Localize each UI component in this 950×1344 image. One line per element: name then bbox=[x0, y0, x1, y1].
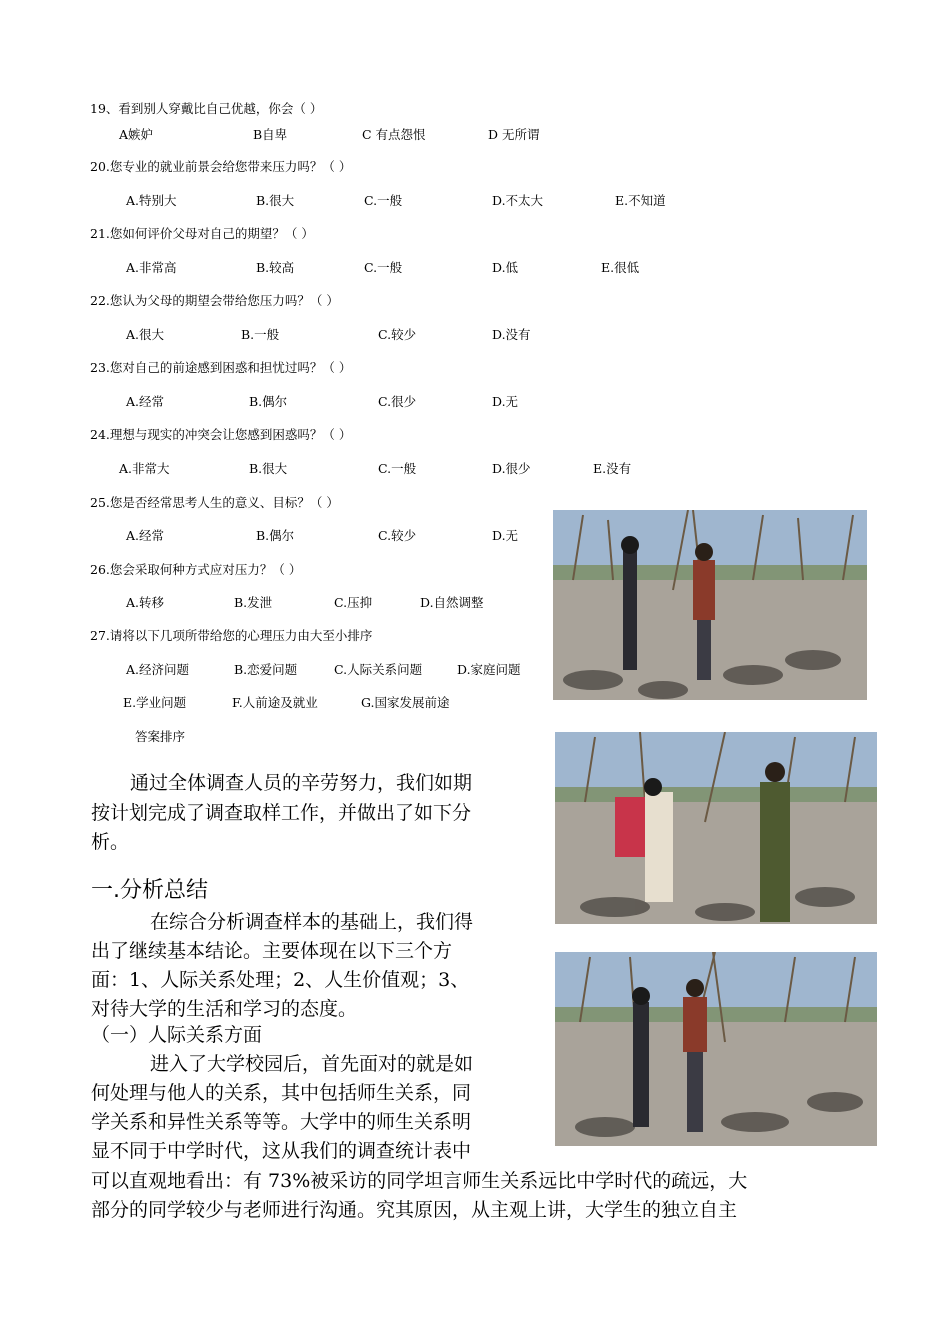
option: C 有点怨恨 bbox=[362, 127, 426, 142]
option: F.人前途及就业 bbox=[232, 695, 318, 710]
relation-line: 进入了大学校园后，首先面对的就是如 bbox=[150, 1053, 474, 1075]
intro-line: 通过全体调查人员的辛劳努力，我们如期 bbox=[130, 772, 473, 794]
summary-line: 对待大学的生活和学习的态度。 bbox=[91, 998, 358, 1020]
option: A.经常 bbox=[126, 394, 165, 409]
option: D.很少 bbox=[492, 461, 531, 476]
option: D.低 bbox=[492, 260, 519, 275]
intro-line: 按计划完成了调查取样工作，并做出了如下分 bbox=[91, 802, 472, 824]
question-25: 25.您是否经常思考人生的意义、目标？（ ） bbox=[90, 495, 339, 510]
relation-line: 何处理与他人的关系，其中包括师生关系，同 bbox=[91, 1082, 472, 1104]
relation-line: 学关系和异性关系等等。大学中的师生关系明 bbox=[91, 1111, 472, 1133]
relation-line: 显不同于中学时代，这从我们的调查统计表中 bbox=[91, 1140, 472, 1162]
option: B.偶尔 bbox=[249, 394, 288, 409]
option: D.无 bbox=[492, 394, 519, 409]
option: B.恋爱问题 bbox=[234, 662, 298, 677]
summary-line: 在综合分析调查样本的基础上，我们得 bbox=[150, 911, 474, 933]
survey-photo-1 bbox=[553, 510, 867, 700]
question-21: 21.您如何评价父母对自己的期望？（ ） bbox=[90, 226, 314, 241]
option: B.很大 bbox=[256, 193, 295, 208]
option: A嫉妒 bbox=[119, 127, 154, 142]
question-19: 19、看到别人穿戴比自己优越，你会（ ） bbox=[90, 101, 323, 116]
option: A.特别大 bbox=[126, 193, 177, 208]
option: B.较高 bbox=[256, 260, 295, 275]
option: B自卑 bbox=[253, 127, 288, 142]
option: E.不知道 bbox=[615, 193, 666, 208]
option: C.一般 bbox=[378, 461, 417, 476]
question-22: 22.您认为父母的期望会带给您压力吗？（ ） bbox=[90, 293, 339, 308]
summary-line: 出了继续基本结论。主要体现在以下三个方 bbox=[91, 940, 453, 962]
option: A.非常高 bbox=[126, 260, 177, 275]
survey-photo-2 bbox=[555, 732, 877, 924]
question-20: 20.您专业的就业前景会给您带来压力吗？（ ） bbox=[90, 159, 352, 174]
option: D 无所谓 bbox=[488, 127, 540, 142]
option: C.较少 bbox=[378, 327, 417, 342]
question-24: 24.理想与现实的冲突会让您感到困惑吗？（ ） bbox=[90, 427, 352, 442]
option: B.发泄 bbox=[234, 595, 273, 610]
option: B.一般 bbox=[241, 327, 280, 342]
option: D.没有 bbox=[492, 327, 531, 342]
option: C.一般 bbox=[364, 193, 403, 208]
relation-line: 部分的同学较少与老师进行沟通。究其原因，从主观上讲，大学生的独立自主 bbox=[91, 1199, 738, 1221]
option: C.很少 bbox=[378, 394, 417, 409]
option: C.较少 bbox=[378, 528, 417, 543]
option: E.很低 bbox=[601, 260, 640, 275]
option: E.没有 bbox=[593, 461, 632, 476]
option: C.人际关系问题 bbox=[334, 662, 423, 677]
answer-order-label: 答案排序 bbox=[135, 729, 186, 744]
section-heading: 一.分析总结 bbox=[91, 878, 208, 903]
summary-line: 面：1、人际关系处理；2、人生价值观；3、 bbox=[91, 969, 470, 991]
option: E.学业问题 bbox=[123, 695, 187, 710]
option: D.家庭问题 bbox=[457, 662, 521, 677]
option: A.经济问题 bbox=[126, 662, 190, 677]
option: G.国家发展前途 bbox=[361, 695, 450, 710]
survey-photo-3 bbox=[555, 952, 877, 1146]
option: B.很大 bbox=[249, 461, 288, 476]
question-27: 27.请将以下几项所带给您的心理压力由大至小排序 bbox=[90, 628, 373, 643]
option: A.非常大 bbox=[119, 461, 170, 476]
option: C.一般 bbox=[364, 260, 403, 275]
option: D.无 bbox=[492, 528, 519, 543]
option: A.很大 bbox=[126, 327, 165, 342]
question-26: 26.您会采取何种方式应对压力？（ ） bbox=[90, 562, 302, 577]
option: D.不太大 bbox=[492, 193, 544, 208]
question-23: 23.您对自己的前途感到困惑和担忧过吗？（ ） bbox=[90, 360, 352, 375]
option: D.自然调整 bbox=[420, 595, 484, 610]
option: C.压抑 bbox=[334, 595, 373, 610]
relation-line: 可以直观地看出：有 73%被采访的同学坦言师生关系远比中学时代的疏远，大 bbox=[91, 1170, 748, 1192]
option: A.转移 bbox=[126, 595, 165, 610]
subsection-heading: （一）人际关系方面 bbox=[91, 1024, 263, 1046]
intro-line: 析。 bbox=[91, 831, 130, 853]
option: A.经常 bbox=[126, 528, 165, 543]
option: B.偶尔 bbox=[256, 528, 295, 543]
